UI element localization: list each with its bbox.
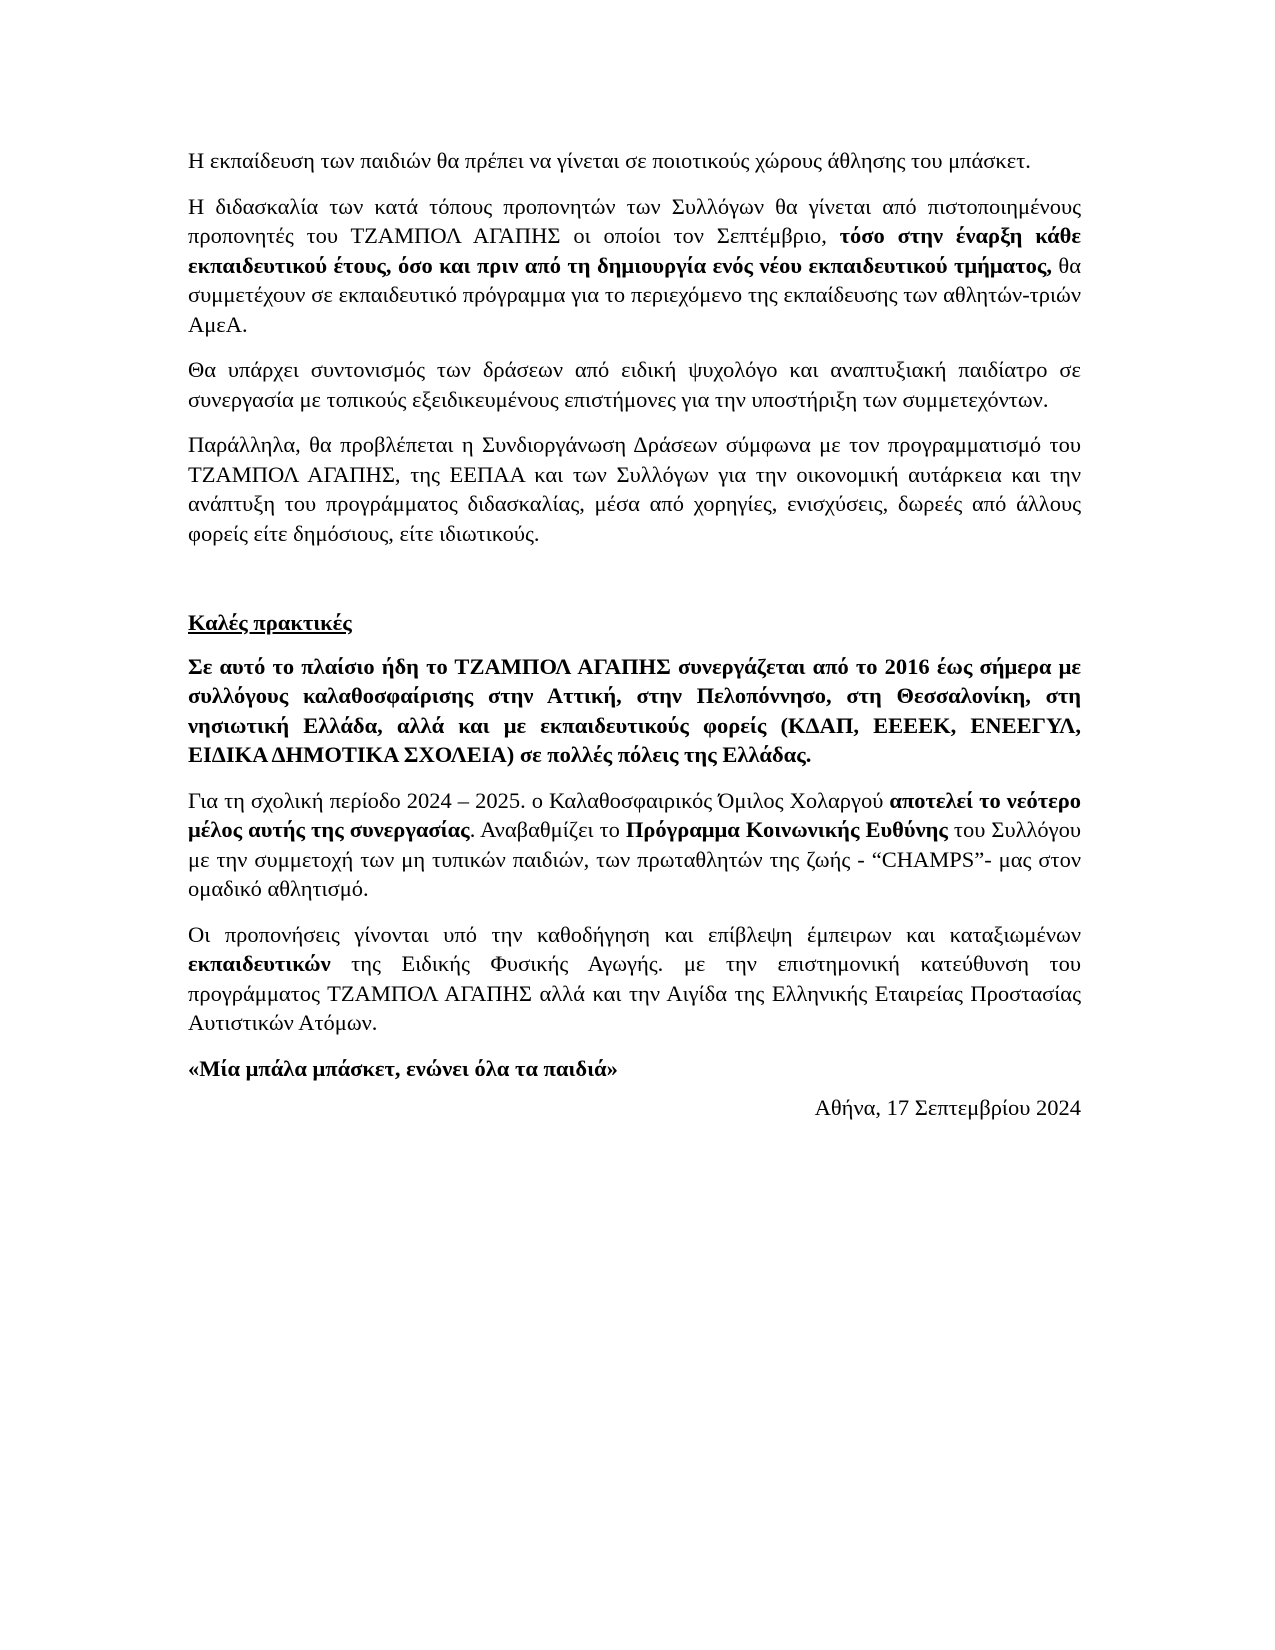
paragraph-training-supervision xyxy=(188,920,1081,1038)
paragraph-coordination xyxy=(188,355,1081,414)
text-segment: εκπαιδευτικών xyxy=(188,951,331,976)
date-line: Αθήνα, 17 Σεπτεμβρίου 2024 xyxy=(814,1095,1081,1120)
text-segment: τόσο στην έναρξη κάθε εκπαιδευτικού έτους, όσο και πριν από τη δημιουργία ενός νέου εκπαιδευτικού τμήματος, xyxy=(188,223,1081,278)
text-segment: Πρόγραμμα Κοινωνικής Ευθύνης xyxy=(625,817,948,842)
text-segment: Για τη σχολική περίοδο 2024 – 2025. ο Καλαθοσφαιρικός Όμιλος Χολαργού xyxy=(188,787,890,813)
text-segment: Σε αυτό το πλαίσιο ήδη το ΤΖΑΜΠΟΛ ΑΓΑΠΗΣ συνεργάζεται από το 2016 έως σήμερα με συλλόγους καλαθοσφαίρισης στην Αττική, στην Πελοπόννησο, στη Θεσσαλονίκη, στη νησιωτική Ελλάδα, αλλά και με εκπαιδευτικούς φορείς (ΚΔΑΠ, ΕΕΕΕΚ, ΕΝΕΕΓΥΛ, ΕΙΔΙΚΑ ΔΗΜΟΤΙΚΑ ΣΧΟΛΕΙΑ) σε πολλές πόλεις της Ελλάδας. xyxy=(188,653,1081,767)
paragraph-training-venues xyxy=(188,146,1081,176)
text-segment: θα συμμετέχουν σε εκπαιδευτικό πρόγραμμα για το περιεχόμενο της εκπαίδευσης των αθλητών-τριών ΑμεΑ. xyxy=(188,252,1081,337)
paragraph-coach-training xyxy=(188,192,1081,340)
text-segment: Οι προπονήσεις γίνονται υπό την καθοδήγηση και επίβλεψη έμπειρων και καταξιωμένων xyxy=(188,921,1081,947)
paragraph-collaborations xyxy=(188,652,1081,770)
section-heading-good-practices: Καλές πρακτικές xyxy=(188,610,352,635)
text-segment: . Αναβαθμίζει το xyxy=(469,817,626,842)
section-spacer xyxy=(188,564,1081,608)
text-segment: Η εκπαίδευση των παιδιών θα πρέπει να γίνεται σε ποιοτικούς χώρους άθλησης του μπάσκετ. xyxy=(188,148,1031,173)
text-segment: Παράλληλα, θα προβλέπεται η Συνδιοργάνωση Δράσεων σύμφωνα με τον προγραμματισμό του ΤΖΑΜΠΟΛ ΑΓΑΠΗΣ, της ΕΕΠΑΑ και των Συλλόγων για την οικονομική αυτάρκεια και την ανάπτυξη του προγράμματος διδασκαλίας, μέσα από χορηγίες, ενισχύσεις, δωρεές από άλλους φορείς είτε δημόσιους, είτε ιδιωτικούς. xyxy=(188,432,1081,546)
intro-paragraphs xyxy=(188,146,1081,548)
text-segment: αποτελεί το νεότερο μέλος αυτής της συνεργασίας xyxy=(188,787,1081,842)
text-segment: Θα υπάρχει συντονισμός των δράσεων από ειδική ψυχολόγο και αναπτυξιακή παιδίατρο σε συνεργασία με τοπικούς εξειδικευμένους επιστήμονες για την υποστήριξη των συμμετεχόντων. xyxy=(188,357,1081,412)
slogan: «Μία μπάλα μπάσκετ, ενώνει όλα τα παιδιά» xyxy=(188,1055,618,1081)
text-segment: Η διδασκαλία των κατά τόπους προπονητών των Συλλόγων θα γίνεται από πιστοποιημένους προπονητές του ΤΖΑΜΠΟΛ ΑΓΑΠΗΣ οι οποίοι τον Σεπτέμβριο, xyxy=(188,193,1081,248)
text-segment: της Ειδικής Φυσικής Αγωγής. με την επιστημονική κατεύθυνση του προγράμματος ΤΖΑΜΠΟΛ ΑΓΑΠΗΣ αλλά και την Αιγίδα της Ελληνικής Εταιρείας Προστασίας Αυτιστικών Ατόμων. xyxy=(188,951,1081,1035)
paragraph-cholargos-club xyxy=(188,786,1081,904)
paragraph-co-organisation xyxy=(188,430,1081,548)
text-segment: του Συλλόγου με την συμμετοχή των μη τυπικών παιδιών, των πρωταθλητών της ζωής - “CHAMPS”- μας στον ομαδικό αθλητισμό. xyxy=(188,817,1081,901)
document-page xyxy=(188,146,1081,1123)
